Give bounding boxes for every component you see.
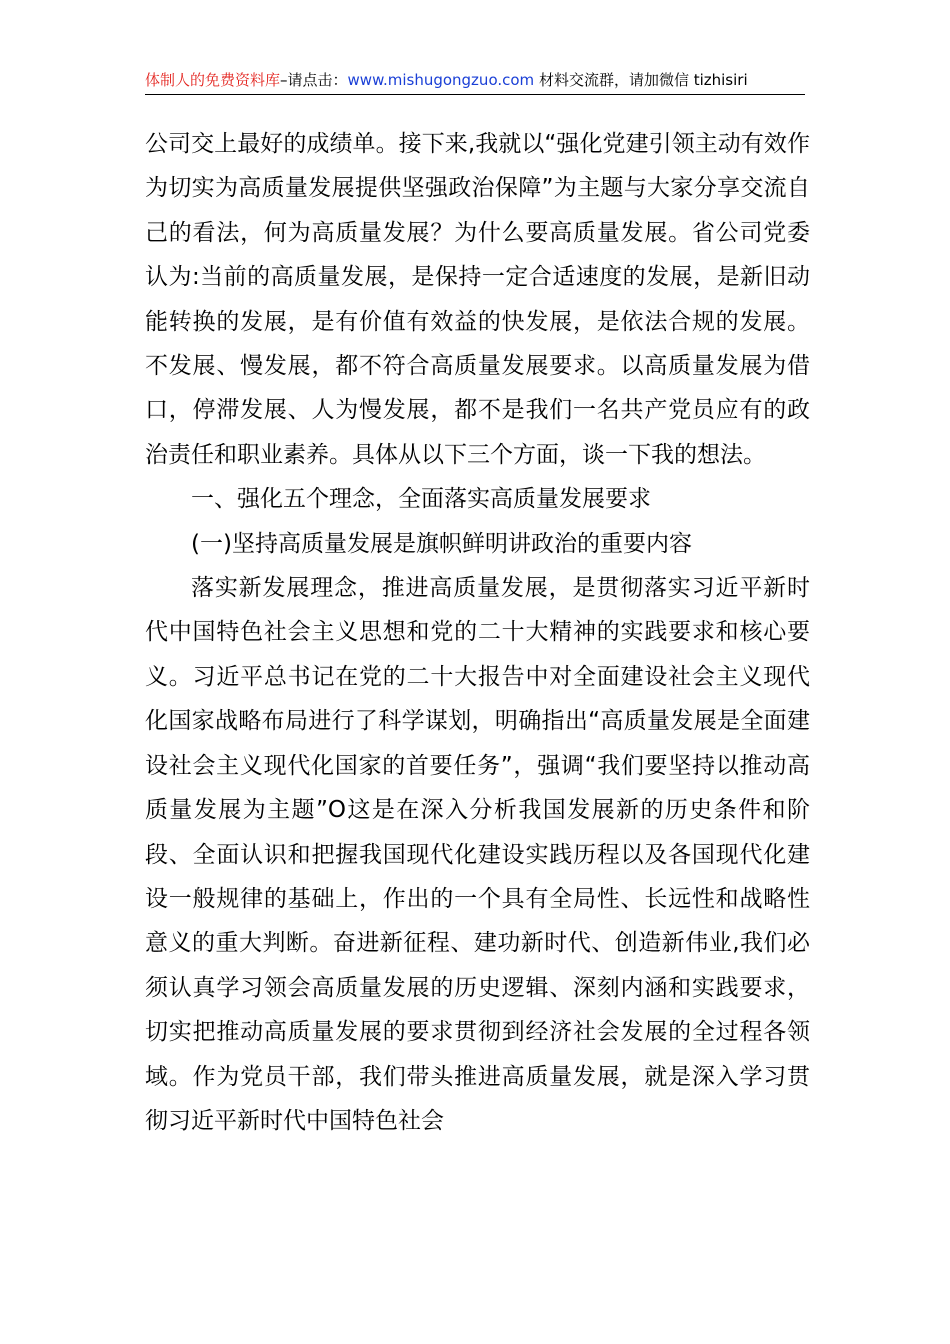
document-body <box>145 122 810 1143</box>
page-header <box>145 66 805 95</box>
header-url-link[interactable]: www.mishugongzuo.com <box>347 71 535 89</box>
header-brand: 体制人的免费资料库 <box>145 71 281 89</box>
header-prompt: –请点击： <box>280 71 348 89</box>
section-heading: 一、强化五个理念，全面落实高质量发展要求 <box>191 486 651 513</box>
paragraph-body: 落实新发展理念，推进高质量发展，是贯彻落实习近平新时代中国特色社会主义思想和党的二十大精神的实践要求和核心要义。习近平总书记在党的二十大报告中对全面建设社会主义现代化国家战略布局进行了科学谋划，明确指出“高质量发展是全面建设社会主义现代化国家的首要任务”，强调“我们要坚持以推动高质量发展为主题”O这是在深入分析我国发展新的历史条件和阶段、全面认识和把握我国现代化建设实践历程以及各国现代化建设一般规律的基础上，作出的一个具有全局性、长远性和战略性意义的重大判断。奋进新征程、建功新时代、创造新伟业,我们必须认真学习领会高质量发展的历史逻辑、深刻内涵和实践要求，切实把推动高质量发展的要求贯彻到经济社会发展的全过程各领域。作为党员干部，我们带头推进高质量发展，就是深入学习贯彻习近平新时代中国特色社会 <box>145 575 810 1134</box>
subsection-heading: (一)坚持高质量发展是旗帜鲜明讲政治的重要内容 <box>191 530 692 557</box>
header-contact: 材料交流群，请加微信 tizhisiri <box>534 71 748 89</box>
paragraph-intro: 公司交上最好的成绩单。接下来,我就以“强化党建引领主动有效作为切实为高质量发展提供坚强政治保障”为主题与大家分享交流自己的看法，何为高质量发展？为什么要高质量发展。省公司党委认为:当前的高质量发展，是保持一定合适速度的发展，是新旧动能转换的发展，是有价值有效益的快发展，是依法合规的发展。不发展、慢发展，都不符合高质量发展要求。以高质量发展为借口，停滞发展、人为慢发展，都不是我们一名共产党员应有的政治责任和职业素养。具体从以下三个方面，谈一下我的想法。 <box>145 131 810 468</box>
